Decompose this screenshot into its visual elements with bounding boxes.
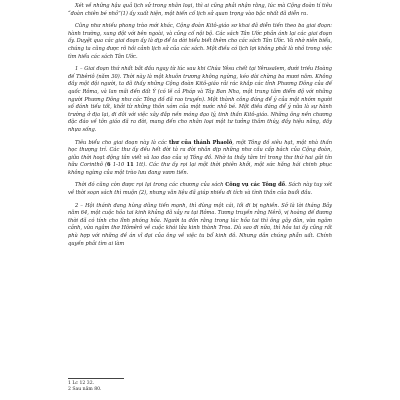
text-run: Cũng như nhiều phong trào mới khác, Cộng đoàn Kitô-giáo sơ khai đã diễn tiến theo ba giai đoạn: hành trường, xung đột với bên ngoài, và củng cố nội bộ. Các sách Tân Ước phản ánh lại các giai đoạn ấy. Duyệt qua các giai đoạn ấy là dịp để ta dời hiểu biết thêm cho các sách Tân Ước. Và nhờ niên biểu, chúng ta cũng được rõ hồi cảnh lịch sử của các sách. Một điều có lịch lợi không phải là nhỏ trong việc tìm hiểu các sách Tân Ước.: [68, 23, 332, 60]
footnote-2: 2 Sau năm 80.: [68, 387, 102, 393]
bold-reference: 11: [126, 162, 134, 169]
text-run: . Sách này tuy xét về thời soạn sách thì muộn (2), nhưng văn liệu đã giúp nhiều đi tích và tình thần của buổi đầu.: [68, 182, 332, 197]
text-run: , một Tông đồ siêu hạt, một nhà thần học thượng trí. Các thư ấy đều hết đời tà ra đời nhân dịp những như cầu cấp bách của Cộng đoàn, giữa thời hoạt động tân viết và lao đao của vị Tông đồ. Nhờ ta thấy tâm trí trong thư thứ hai gửi tín hữu Corinthô (: [68, 139, 332, 169]
paragraph: [68, 3, 332, 18]
paragraph: [68, 23, 332, 61]
paragraph: [68, 182, 332, 197]
text-run: 1 – Giai đoạn thứ nhất bắt đầu ngay từ lúc sau khi Chúa Yêsu chết tại Yêrusalem, dưới triều Hoàng đế Tibêriô (năm 30). Thời này là một khuôn trương không ngừng, kéo dài chừng ba mươi năm. Không đầy một đội người, ta đã thấy những Cộng đoàn Kitô-giáo rải rác khắp các tỉnh Phương Đông của đế quốc Rôma, và lan mãi đến đất Ý (có lẽ cả Pháp và Tây Ban Nha, một trung tâm điểm độ với những người Phương Đông như các Tông đồ đã rao truyền). Một thành công đáng để ý của một nhóm người số đánh tiếu tốt, khởi từ những thôn xóm của một nước nhỏ bé. Một điều đáng để ý nữa là sự hành trường ở địa lại, đi đôi với việc xây đắp nền móng đạo lý, tinh thần Kitô-giáo. Những ông nền chương đặc đáo về tôn giáo đã ra đời, mang đến cho nhân loại một tư tưởng thâm thúy, đầy hiệu năng, đầy nhựa sống.: [68, 66, 332, 133]
text-run: Xét về những hậu quả lịch sử trong nhân loại, thì ai cũng phải nhận rằng, lúc mà Cộng đoàn tí tiêu “đoàn chiên bé nhỏ”(1) ấy xuất hiện, một biến cố lịch sử quan trọng vào bậc nhất đã diễn ra.: [68, 3, 332, 17]
footnote-1: 1 Lc 12 32.: [68, 380, 95, 386]
footnote-rule: [68, 378, 124, 379]
footnotes: [68, 378, 332, 394]
text-run: Thời đó cũng còn được rọi lại trong các chương của sách: [75, 182, 226, 189]
paragraph: [68, 140, 332, 178]
paragraph: [68, 66, 332, 134]
bold-reference: thư của thánh Phaolô: [169, 139, 233, 146]
body-text: [68, 3, 332, 248]
text-run: 1tt). Các thư ấy rọi lại một thời phiên khởi, một sức hăng hái chinh phục không ngừng của một trào lưu đang vươn tiến.: [68, 162, 333, 176]
text-run: 2 – Hội thánh đang hùng dũng tiến mạnh, thì đùng một cái, lối đi bị nghiền. Sở là lời tháng Bảy năm 64, một cuộc hỏa tai kinh khủng đã xảy ra tại Rôma. Tương truyền rằng Nêrô, vị hoàng đế đương thời đã có tính cho lĩnh phóng hỏa. Người ta đồn rằng trong lúc hỏa tai thì ông gây đàn, vừa ngâm cảnh, vừa ngâm thơ Hômêrô về cuộc khói lửa kinh thành Troa. Dù sao đi nữa, thì hỏa tai ấy cũng rất phù hợp với những đề án vĩ đại của ông về việc tu bổ kinh đô. Nhưng dân chúng phẫn uất. Chính quyền phải tìm ai làm: [68, 202, 332, 247]
text-run: 1-10: [110, 162, 127, 169]
bold-reference: 6: [107, 162, 111, 169]
text-run: Tiêu biểu cho giai đoạn này là các: [75, 139, 170, 146]
bold-reference: Công vụ các Tông đồ: [225, 182, 286, 189]
paragraph: [68, 203, 332, 249]
